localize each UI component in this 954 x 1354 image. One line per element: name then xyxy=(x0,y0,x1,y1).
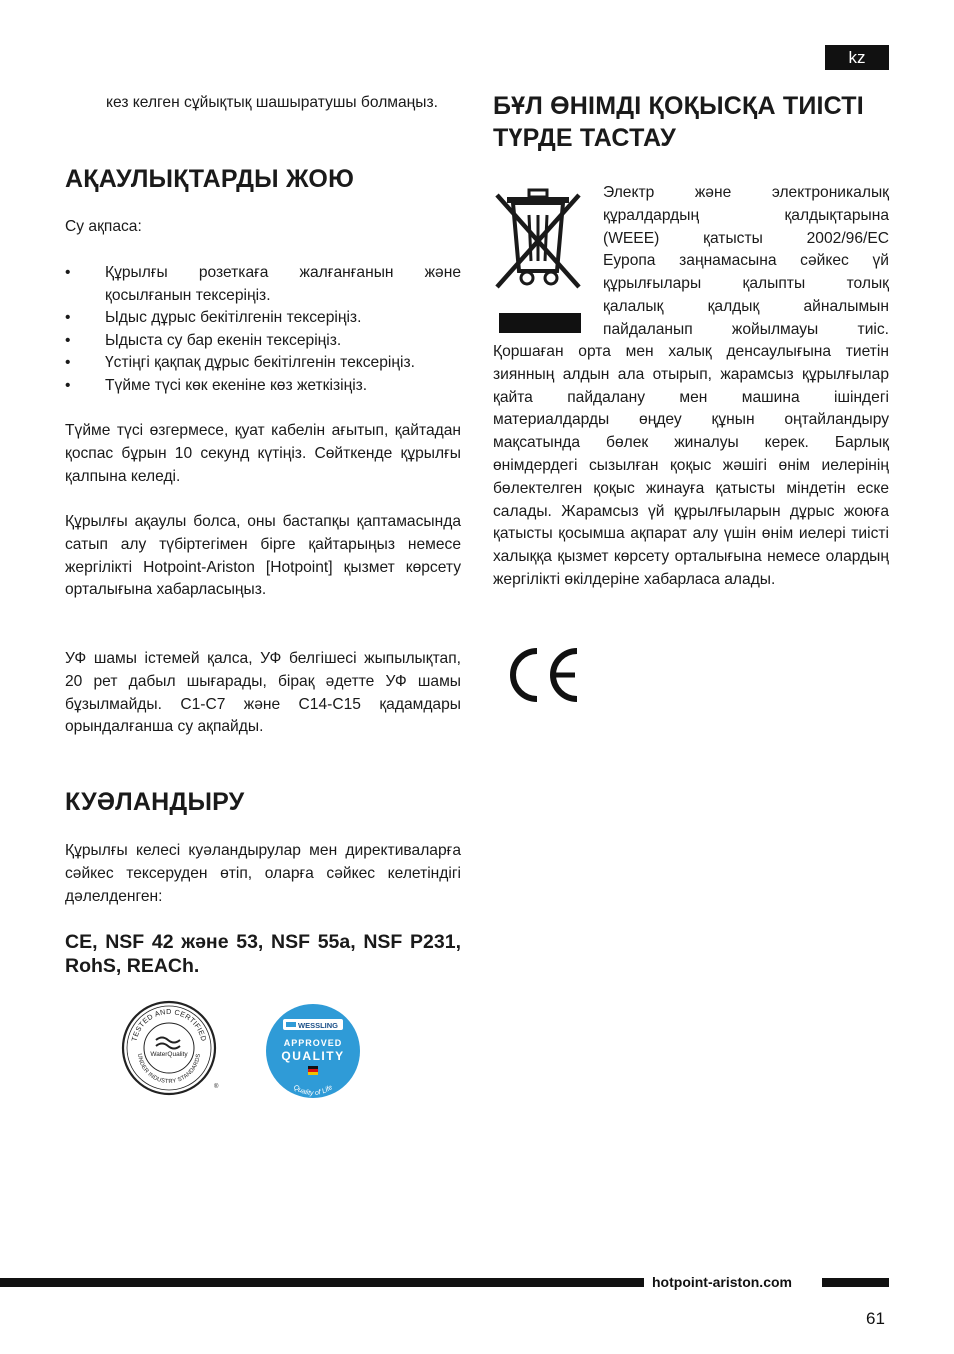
svg-text:QUALITY: QUALITY xyxy=(281,1049,345,1063)
list-item: • Ыдыста су бар екенін тексеріңіз. xyxy=(65,331,342,349)
svg-text:TESTED AND CERTIFIED: TESTED AND CERTIFIED xyxy=(129,1006,209,1043)
svg-text:Quality of Life: Quality of Life xyxy=(291,1083,335,1098)
troubleshooting-paragraph-1: Түйме түсі өзгермесе, қуат кабелін ағытып, қайтадан қоспас бұрын 10 секунд күтіңіз. Сөйткенде құрылғы қалпына келеді. xyxy=(65,422,461,485)
weee-bin-icon xyxy=(493,183,583,335)
disposal-wrap-text: Электр және электроникалық құралдардың қалдықтарына (WEEE) қатысты 2002/96/EC Еуропа заңнамасына сәйкес үй құрылғылары қалыпты толық қалалық қалдық айналымын пайдаланып жойылмауы тиіс. xyxy=(603,184,889,338)
list-item: • Ыдыс дұрыс бекітілгенін тексеріңіз. xyxy=(65,309,362,327)
page-number: 61 xyxy=(866,1309,885,1328)
svg-text:®: ® xyxy=(214,1084,219,1090)
footer-rule-left xyxy=(0,1278,644,1287)
language-badge: kz xyxy=(825,45,889,70)
troubleshooting-lead: Су ақпаса: xyxy=(65,218,142,235)
wessling-quality-seal xyxy=(265,1003,361,1099)
certification-list: CE, NSF 42 және 53, NSF 55a, NSF P231, RohS, REACh. xyxy=(65,931,461,977)
svg-text:APPROVED: APPROVED xyxy=(283,1038,343,1048)
list-item: • Үстіңгі қақпақ дұрыс бекітілгенін тексеріңіз. xyxy=(65,354,415,372)
certification-paragraph: Құрылғы келесі куәландырулар мен директиваларға сәйкес тексеруден өтіп, оларға сәйкес келетіндігі дәлелденген: xyxy=(65,842,461,905)
water-quality-seal-graphic xyxy=(118,1000,224,1096)
troubleshooting-list xyxy=(65,262,461,398)
troubleshooting-paragraph-2: Құрылғы ақаулы болса, оны бастапқы қаптамасында сатып алу түбіртегімен бірге қайтарыңыз немесе жергілікті Hotpoint-Ariston [Hotpoint] қызмет көрсету орталығына хабарласыңыз. xyxy=(65,513,461,599)
svg-text:UNDER INDUSTRY STANDARDS: UNDER INDUSTRY STANDARDS xyxy=(135,1053,202,1086)
certification-title: КУӘЛАНДЫРУ xyxy=(65,788,245,816)
troubleshooting-paragraph-3: УФ шамы істемей қалса, УФ белгішесі жыпылықтап, 20 рет дабыл шығарады, бірақ әдетте УФ шамы бұзылмайды. С1-С7 және С14-С15 қадамдары орындалғанша су ақпайды. xyxy=(65,650,461,736)
list-item: • Құрылғы розеткаға жалғанғанын және қосылғанын тексеріңіз. xyxy=(65,264,461,304)
disposal-title: БҰЛ ӨНІМДІ ҚОҚЫСҚА ТИІСТІ ТҮРДЕ ТАСТАУ xyxy=(493,92,864,152)
footer-website: hotpoint-ariston.com xyxy=(652,1274,792,1290)
list-item: • Түйме түсі көк екеніне көз жеткізіңіз. xyxy=(65,376,368,394)
wessling-quality-seal-graphic xyxy=(265,1003,361,1099)
troubleshooting-title: АҚАУЛЫҚТАРДЫ ЖОЮ xyxy=(65,165,355,193)
footer-rule-right xyxy=(822,1278,889,1287)
disposal-body: Қоршаған орта мен халық денсаулығына тиетін зиянның алдын ала отырып, жарамсыз құрылғылар қайта пайдалану мен машина ішіндегі материалдарды өңдеу құнын оңтайландыру мақсатында бөлек жиналуы керек. Барлық өнімдердегі сызылған қоқыс жәшігі өнім иелерінің бөлектелген қоқыс жинауға қатысты міндетін еске салады. Жарамсыз үй құрылғыларын дұрыс жоюға қатысты қосымша ақпарат алу үшін өнім иелері тиісті халыққа қызмет көрсету орталығына немесе олардың жергілікті өкілдеріне хабарласа алады. xyxy=(493,343,889,588)
svg-text:WaterQuality: WaterQuality xyxy=(150,1051,188,1058)
intro-text: кез келген сұйықтық шашыратушы болмаңыз. xyxy=(106,94,438,111)
svg-text:WESSLING: WESSLING xyxy=(297,1021,339,1030)
ce-mark-icon xyxy=(503,645,583,705)
water-quality-seal xyxy=(118,1000,224,1096)
